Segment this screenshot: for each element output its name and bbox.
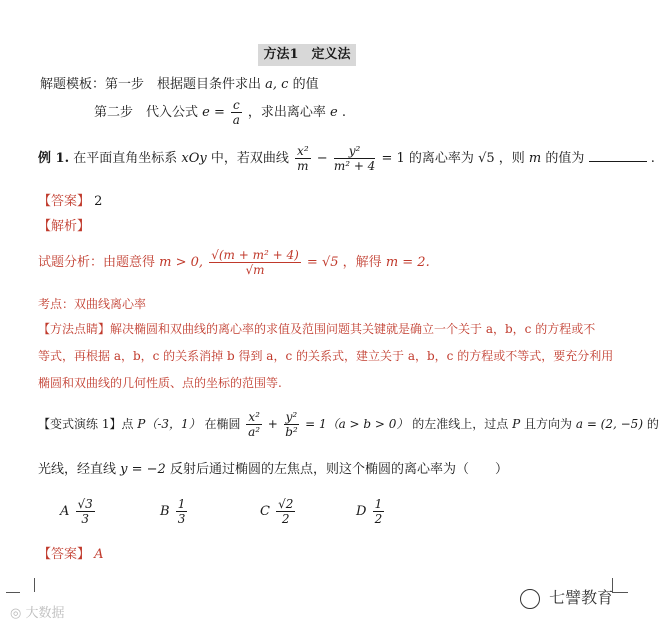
template-step1 (40, 73, 319, 92)
variant-line2 (38, 458, 508, 477)
answer2-value: A (94, 547, 104, 562)
fraction-numerator: x² (248, 410, 260, 424)
method-tip-line3: 椭圆和双曲线的几何性质、点的坐标的范围等. (38, 376, 282, 390)
template-step2-var: e (330, 105, 338, 120)
option-c (260, 497, 297, 526)
example1-question (38, 144, 655, 173)
answer2 (38, 543, 104, 562)
fraction-numerator: 1 (374, 497, 383, 511)
template-step2-lhs: e = (202, 105, 225, 120)
template-step2-fraction (231, 98, 242, 127)
watermark-text: 大数据 (25, 606, 65, 621)
answer1-value: 2 (94, 194, 103, 209)
template-step2-tail: ，求出离心率 (247, 105, 326, 120)
method-tip-line1: 【方法点睛】解决椭圆和双曲线的离心率的求值及范围问题其关键就是确立一个关于 a，b，c 的方程或不 (38, 322, 596, 336)
variant-label: 【变式演练 1】点 (38, 417, 134, 431)
variant-point: P（-3，1） (137, 417, 201, 431)
example1-fraction-x (295, 144, 311, 173)
option-fraction (76, 497, 95, 526)
variant-y-eq: y = −2 (120, 462, 166, 477)
example1-text-c: 的离心率为 (408, 151, 474, 166)
option-fraction (373, 497, 385, 526)
example1-coord: xOy (181, 151, 207, 166)
crop-mark-left (20, 578, 35, 592)
option-letter: B (160, 504, 170, 519)
variant-text-c: 且方向为 (524, 417, 573, 431)
variant-eq: = 1（a > b > 0） (305, 417, 409, 431)
method-tip-line2: 等式，再根据 a，b，c 的关系消掉 b 得到 a，c 的关系式，建立关于 a，b，c 的方程或不等式，要充分利用 (38, 349, 614, 363)
fraction-denominator: 3 (177, 512, 186, 526)
analysis-label: 【解析】 (38, 219, 91, 234)
answer2-label: 【答案】 (38, 547, 91, 562)
example1-minus: − (316, 151, 328, 166)
fraction-numerator: √3 (77, 497, 93, 511)
variant-text-a: 在椭圆 (204, 417, 241, 431)
fraction-denominator: a² (248, 425, 261, 439)
example1-sqrt5: √5 (478, 151, 495, 166)
template-step1-vars: a, c (265, 77, 289, 92)
analysis1-rhs: = √5 (306, 255, 339, 270)
analysis1-result: m = 2. (385, 255, 430, 270)
template-step2-head: 第二步 代入公式 (94, 105, 199, 120)
fraction-denominator: √m (245, 263, 265, 277)
fraction-numerator: 1 (177, 497, 186, 511)
fraction-denominator: b² (285, 425, 298, 439)
crop-mark-right-h (612, 578, 628, 593)
option-letter: C (260, 504, 270, 519)
fraction-denominator: 3 (81, 512, 89, 526)
template-step2 (94, 98, 346, 127)
analysis1-prefix: 试题分析：由题意得 (38, 255, 156, 270)
example1-eq-one: = 1 (381, 151, 405, 166)
example1-label: 例 1. (38, 151, 70, 166)
answer1-label: 【答案】 (38, 194, 91, 209)
option-fraction (176, 497, 188, 526)
analysis1-cond: m > 0, (159, 255, 204, 270)
variant-p: P (512, 417, 521, 431)
crop-mark-left-h (6, 578, 20, 593)
example1-end: . (650, 151, 655, 166)
analysis1-fraction (209, 248, 301, 277)
fraction-numerator: y² (334, 144, 376, 159)
fraction-numerator: y² (285, 410, 298, 424)
variant-fraction-y (284, 410, 300, 439)
variant-fraction-x (246, 410, 262, 439)
fraction-denominator: 2 (374, 512, 383, 526)
wechat-icon (520, 589, 540, 609)
variant-plus: + (267, 417, 278, 431)
variant-line2-tail: 反射后通过椭圆的左焦点，则这个椭圆的离心率为（ ） (169, 462, 508, 477)
answer-blank (589, 161, 647, 162)
option-letter: D (356, 504, 367, 519)
variant-vector: a = (2, −5) (575, 417, 643, 431)
example1-text-e: 的值为 (545, 151, 585, 166)
variant-question (38, 410, 659, 439)
template-step1-tail: 的值 (292, 77, 319, 92)
fraction-numerator: √(m + m² + 4) (211, 248, 299, 262)
fraction-denominator: 2 (281, 512, 290, 526)
example1-fraction-y (334, 144, 376, 173)
watermark (10, 602, 65, 621)
fraction-numerator: c (233, 98, 240, 112)
option-d (356, 497, 386, 526)
option-b (160, 497, 189, 526)
example1-text-a: 在平面直角坐标系 (73, 151, 178, 166)
variant-text-d: 的 (646, 417, 659, 431)
variant-line2-head: 光线，经直线 (38, 462, 117, 477)
weibo-icon: ◎ (10, 606, 22, 621)
analysis1-body (38, 248, 430, 277)
option-fraction (276, 497, 295, 526)
example1-m: m (528, 151, 542, 166)
option-letter: A (60, 504, 70, 519)
brand-name: 七譬教育 (549, 588, 614, 607)
section-title: 方法1 定义法 (258, 44, 356, 66)
fraction-denominator: a (232, 113, 240, 127)
kaodian: 考点：双曲线离心率 (38, 297, 147, 311)
variant-text-b: 的左准线上，过点 (412, 417, 509, 431)
option-a (60, 497, 97, 526)
fraction-numerator: √2 (278, 497, 294, 511)
example1-text-d: ，则 (498, 151, 525, 166)
example1-text-b: 中，若双曲线 (210, 151, 289, 166)
fraction-denominator: m (297, 159, 309, 173)
fraction-numerator: x² (297, 144, 309, 158)
analysis1-solve: ，解得 (342, 255, 382, 270)
fraction-denominator: m² + 4 (333, 159, 376, 173)
template-step1-label: 解题模板：第一步 根据题目条件求出 (40, 77, 262, 92)
answer1 (38, 190, 102, 209)
brand (520, 585, 613, 609)
template-step2-end: . (341, 105, 347, 120)
